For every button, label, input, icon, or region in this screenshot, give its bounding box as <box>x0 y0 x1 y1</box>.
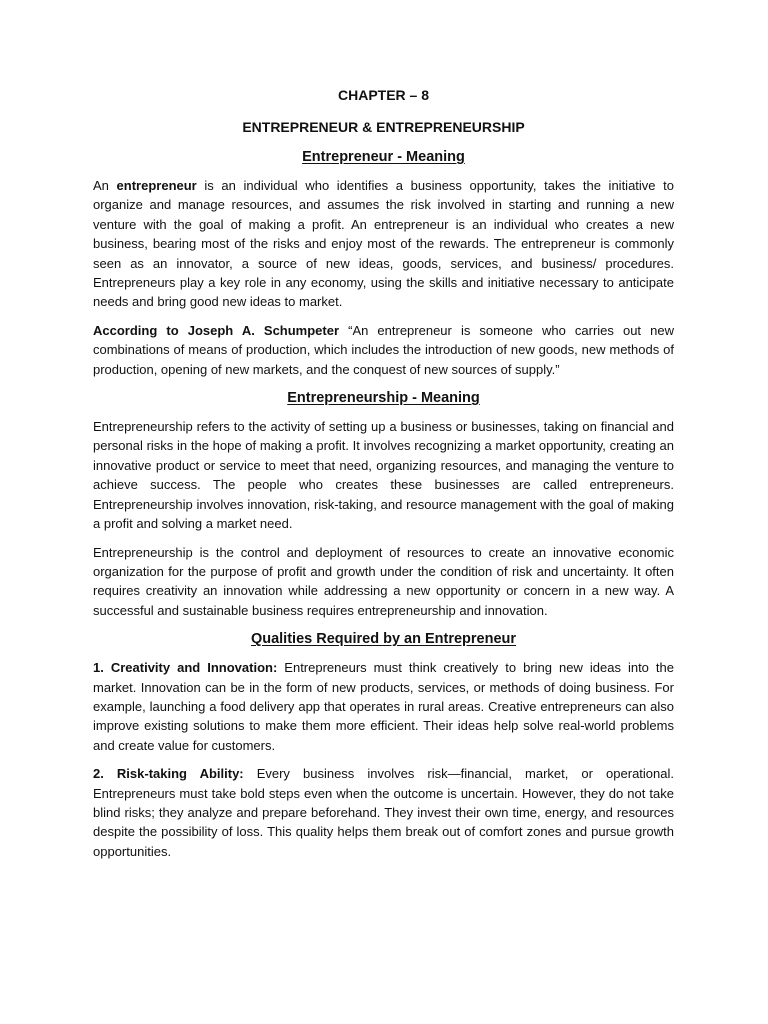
paragraph-entrepreneurship-definition: Entrepreneurship refers to the activity of setting up a business or businesses, taking on financial and personal risks in the hope of making a profit. It involves recognizing a market opportunity, creating an innovative product or service to meet that need, organizing resources, and managing the venture to achieve success. The people who creates these businesses are called entrepreneurs. Entrepreneurship involves innovation, risk-taking, and resource management with the goal of making a profit and solving a market need. <box>93 419 674 532</box>
quality-label: 2. Risk-taking Ability: <box>93 766 244 782</box>
paragraph-schumpeter-quote <box>93 321 674 379</box>
heading-entrepreneurship-meaning: Entrepreneurship - Meaning <box>287 390 480 407</box>
paragraph-text: is an individual who identifies a business opportunity, takes the initiative to organize and manage resources, and assumes the risk involved in starting and running a new venture with the goal of making a profit. An entrepreneur is an individual who creates a new business, bearing most of the risks and enjoy most of the rewards. The entrepreneur is commonly seen as an innovator, a source of new ideas, goods, services, and business/ procedures. Entrepreneurs play a key role in any economy, using the skills and initiative necessary to anticipate needs and bring good new ideas to market. <box>93 178 675 310</box>
quality-item <box>93 658 674 755</box>
quality-item <box>93 764 674 861</box>
quality-text: Every business involves risk—financial, market, or operational. Entrepreneurs must take bold steps even when the outcome is uncertain. However, they do not take blind risks; they analyze and prepare beforehand. They invest their own time, energy, and resources despite the possibility of loss. This quality helps them break out of comfort zones and pursue growth opportunities. <box>93 766 674 859</box>
heading-qualities: Qualities Required by an Entrepreneur <box>250 631 517 648</box>
paragraph-entrepreneur-definition <box>93 176 674 312</box>
paragraph-entrepreneurship-control: Entrepreneurship is the control and deployment of resources to create an innovative economic organization for the purpose of profit and growth under the condition of risk and uncertainty. It often requires creativity an innovation while addressing a new opportunity or concern in a new way. A successful and sustainable business requires entrepreneurship and innovation. <box>93 544 674 618</box>
paragraph-prefix: An <box>93 178 117 193</box>
document-title: ENTREPRENEUR & ENTREPRENEURSHIP <box>242 119 525 135</box>
term-entrepreneur: entrepreneur <box>116 178 197 193</box>
chapter-number: CHAPTER – 8 <box>337 87 430 103</box>
document-page <box>93 85 674 870</box>
quote-text: “An entrepreneur is someone who carries out new combinations of means of production, which includes the introduction of new goods, new methods of production, opening of new markets, and the conquest of new sources of supply.” <box>93 322 674 377</box>
quality-label: 1. Creativity and Innovation: <box>93 660 278 676</box>
heading-entrepreneur-meaning: Entrepreneur - Meaning <box>302 149 465 165</box>
quality-text: Entrepreneurs must think creatively to bring new ideas into the market. Innovation can be in the form of new products, services, or methods of doing business. For example, launching a food delivery app that operates in rural areas. Creative entrepreneurs can also improve existing solutions to make them more efficient. Their ideas help solve real-world problems and create value for customers. <box>93 660 674 753</box>
quote-attribution: According to Joseph A. Schumpeter <box>93 322 340 338</box>
